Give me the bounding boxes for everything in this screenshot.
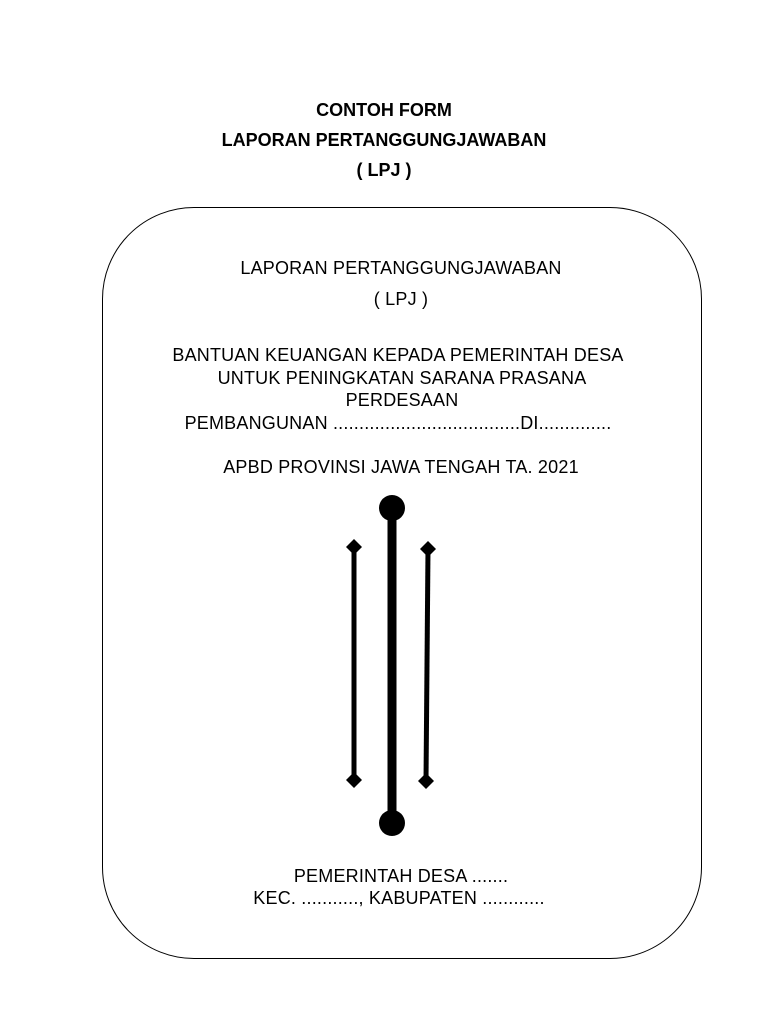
cover-subject-line-1: BANTUAN KEUANGAN KEPADA PEMERINTAH DESA: [172, 345, 624, 365]
ornament-right-bottom-diamond: [418, 773, 434, 789]
cover-budget-line: APBD PROVINSI JAWA TENGAH TA. 2021: [223, 457, 579, 477]
ornament-left-top-diamond: [346, 539, 362, 555]
ornament-right-bar: [426, 549, 428, 781]
ornament-right-top-diamond: [420, 541, 436, 557]
cover-subject-line-2: UNTUK PENINGKATAN SARANA PRASANA: [217, 368, 587, 388]
ornament-left-bottom-diamond: [346, 772, 362, 788]
ornament-bottom-dot: [379, 810, 405, 836]
form-heading-line-1: CONTOH FORM: [316, 100, 452, 120]
vertical-line-ornament-icon: [330, 490, 450, 840]
form-heading-line-2: LAPORAN PERTANGGUNGJAWABAN: [221, 130, 547, 150]
cover-subject-line-3: PERDESAAN: [345, 390, 459, 410]
cover-footer-line-2: KEC. ..........., KABUPATEN ............: [253, 888, 545, 908]
cover-footer-line-1: PEMERINTAH DESA .......: [293, 866, 509, 886]
ornament-top-dot: [379, 495, 405, 521]
cover-subject-line-4: PEMBANGUNAN ....................................DI..............: [184, 413, 612, 433]
form-heading-line-3: ( LPJ ): [356, 160, 412, 180]
cover-title: LAPORAN PERTANGGUNGJAWABAN: [240, 258, 562, 278]
cover-abbreviation: ( LPJ ): [373, 289, 429, 309]
